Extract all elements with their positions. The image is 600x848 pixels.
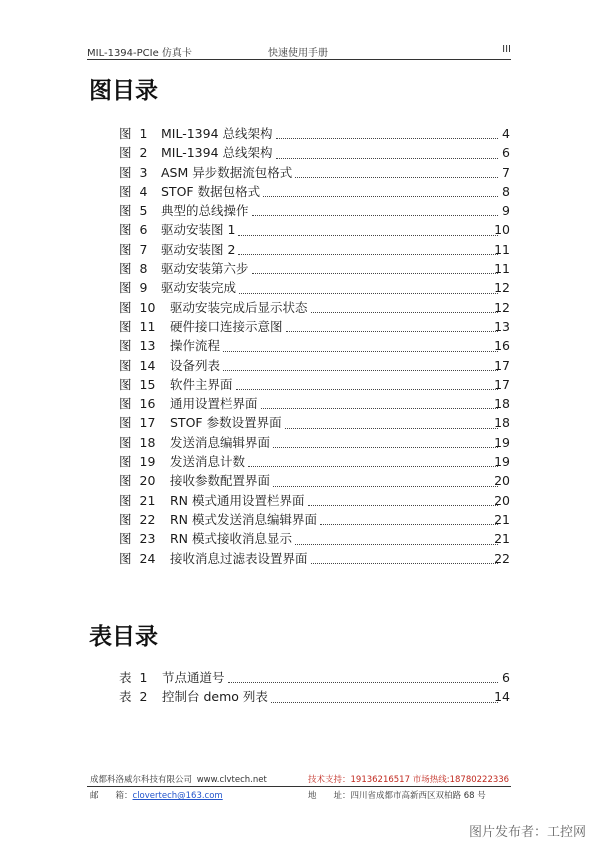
toc-entry-title: MIL-1394 总线架构 (161, 143, 275, 162)
figure-toc-entry[interactable] (119, 163, 510, 182)
toc-dot-leader (271, 687, 498, 706)
toc-entry-page: 11 (494, 261, 510, 277)
figure-toc-entry[interactable] (119, 336, 510, 355)
toc-entry-page: 16 (494, 338, 510, 354)
toc-entry-label (119, 182, 147, 201)
toc-entry-prefix: 图 (119, 415, 132, 431)
toc-entry-title: 通用设置栏界面 (170, 394, 260, 413)
toc-dot-leader (252, 259, 498, 278)
figure-toc-entry[interactable] (119, 471, 510, 490)
toc-entry-label (119, 143, 147, 162)
toc-entry-page: 11 (494, 241, 510, 257)
toc-entry-title: 接收参数配置界面 (170, 471, 272, 490)
table-toc-entry[interactable] (119, 668, 510, 687)
figures-heading: 图目录 (89, 78, 158, 104)
figure-toc-entry[interactable] (119, 452, 510, 471)
toc-entry-label (119, 201, 147, 220)
toc-entry-page: 20 (494, 473, 510, 489)
toc-entry-number: 13 (139, 338, 156, 354)
tables-heading: 表目录 (89, 624, 158, 650)
toc-entry-title: 驱动安装图 2 (161, 240, 237, 259)
header-product: MIL-1394-PCIe 仿真卡 (87, 48, 192, 59)
toc-entry-label (119, 317, 155, 336)
toc-entry-prefix: 图 (119, 511, 132, 527)
figure-toc-entry[interactable] (119, 510, 510, 529)
figure-toc-list (119, 124, 510, 568)
toc-entry-number: 7 (139, 241, 148, 257)
toc-entry-page: 12 (494, 299, 510, 315)
footer-hotline-label: 市场热线: (412, 775, 450, 785)
toc-entry-page: 21 (494, 531, 510, 547)
toc-entry-title: RN 模式接收消息显示 (170, 529, 294, 548)
toc-dot-leader (238, 240, 498, 259)
toc-entry-number: 9 (139, 280, 148, 296)
header-rule (87, 59, 511, 60)
toc-entry-prefix: 图 (119, 241, 132, 257)
toc-entry-number: 1 (139, 670, 148, 685)
toc-dot-leader (248, 452, 498, 471)
toc-entry-page: 10 (494, 222, 510, 238)
toc-dot-leader (276, 143, 498, 162)
figure-toc-entry[interactable] (119, 529, 510, 548)
toc-dot-leader (311, 549, 498, 568)
watermark: 图片发布者：工控网 (468, 825, 586, 840)
figure-toc-entry[interactable] (119, 124, 510, 143)
figure-toc-entry[interactable] (119, 375, 510, 394)
toc-entry-page: 8 (502, 183, 510, 199)
figure-toc-entry[interactable] (119, 240, 510, 259)
toc-entry-prefix: 图 (119, 376, 132, 392)
footer-email-label: 邮 箱： (90, 791, 133, 801)
toc-entry-page: 18 (494, 415, 510, 431)
toc-dot-leader (273, 471, 498, 490)
figure-toc-entry[interactable] (119, 394, 510, 413)
footer-support-phone: 19136216517 (350, 775, 411, 785)
toc-entry-prefix: 图 (119, 222, 132, 238)
table-toc-list (119, 668, 510, 707)
toc-dot-leader (311, 298, 498, 317)
toc-entry-number: 14 (139, 357, 156, 373)
footer-rule (87, 786, 511, 787)
toc-entry-page: 12 (494, 280, 510, 296)
toc-dot-leader (228, 668, 498, 687)
toc-dot-leader (223, 356, 498, 375)
toc-entry-prefix: 图 (119, 434, 132, 450)
toc-entry-title: 发送消息计数 (170, 452, 247, 471)
figure-toc-entry[interactable] (119, 433, 510, 452)
toc-entry-label (119, 433, 155, 452)
toc-entry-page: 6 (502, 145, 510, 161)
toc-entry-title: MIL-1394 总线架构 (161, 124, 275, 143)
toc-entry-title: 软件主界面 (170, 375, 235, 394)
toc-entry-page: 19 (494, 454, 510, 470)
toc-entry-prefix: 图 (119, 183, 132, 199)
toc-dot-leader (273, 433, 498, 452)
table-toc-entry[interactable] (119, 687, 510, 706)
toc-entry-prefix: 表 (119, 670, 132, 685)
toc-entry-page: 17 (494, 376, 510, 392)
toc-entry-title: 发送消息编辑界面 (170, 433, 272, 452)
toc-entry-number: 8 (139, 261, 148, 277)
toc-entry-prefix: 图 (119, 318, 132, 334)
toc-entry-prefix: 图 (119, 531, 132, 547)
toc-entry-label (119, 278, 147, 297)
toc-entry-label (119, 220, 147, 239)
toc-entry-title: 驱动安装完成 (161, 278, 238, 297)
toc-entry-title: 驱动安装第六步 (161, 259, 251, 278)
toc-entry-number: 22 (139, 511, 156, 527)
toc-dot-leader (238, 220, 498, 239)
toc-dot-leader (285, 413, 498, 432)
toc-dot-leader (295, 163, 498, 182)
toc-entry-prefix: 图 (119, 261, 132, 277)
footer-website[interactable]: www.clvtech.net (196, 775, 267, 785)
toc-entry-label (119, 394, 155, 413)
toc-entry-title: 控制台 demo 列表 (162, 687, 270, 706)
toc-entry-prefix: 图 (119, 357, 132, 373)
footer-hotline-phone: 18780222336 (449, 775, 510, 785)
toc-entry-prefix: 图 (119, 145, 132, 161)
toc-entry-label (119, 336, 155, 355)
toc-entry-title: RN 模式发送消息编辑界面 (170, 510, 319, 529)
toc-entry-title: 典型的总线操作 (161, 201, 251, 220)
toc-entry-title: 驱动安装图 1 (161, 220, 237, 239)
toc-entry-label (119, 491, 155, 510)
footer-address-label: 地 址： (308, 791, 351, 801)
toc-entry-number: 2 (139, 145, 148, 161)
toc-dot-leader (308, 491, 498, 510)
figure-toc-entry[interactable] (119, 549, 510, 568)
toc-entry-label (119, 163, 147, 182)
toc-entry-prefix: 图 (119, 338, 132, 354)
figure-toc-entry[interactable] (119, 143, 510, 162)
toc-entry-number: 3 (139, 164, 148, 180)
figure-toc-entry[interactable] (119, 413, 510, 432)
toc-entry-title: STOF 参数设置界面 (170, 413, 284, 432)
toc-entry-page: 19 (494, 434, 510, 450)
figure-toc-entry[interactable] (119, 201, 510, 220)
toc-entry-label (119, 529, 155, 548)
toc-entry-number: 23 (139, 531, 156, 547)
toc-dot-leader (239, 278, 498, 297)
toc-entry-number: 16 (139, 396, 156, 412)
toc-entry-prefix: 图 (119, 454, 132, 470)
footer-email-link[interactable]: clovertech@163.com (132, 791, 223, 801)
toc-entry-label (119, 375, 155, 394)
toc-entry-title: 接收消息过滤表设置界面 (170, 549, 310, 568)
toc-entry-number: 15 (139, 376, 156, 392)
toc-entry-number: 2 (139, 689, 148, 705)
toc-entry-title: 驱动安装完成后显示状态 (170, 298, 310, 317)
footer-support-label: 技术支持： (308, 775, 351, 785)
toc-entry-label (119, 549, 155, 568)
toc-entry-number: 5 (139, 203, 148, 219)
figure-toc-entry[interactable] (119, 278, 510, 297)
toc-entry-page: 18 (494, 396, 510, 412)
toc-entry-label (119, 298, 155, 317)
toc-entry-page: 9 (502, 203, 510, 219)
toc-entry-prefix: 图 (119, 126, 132, 141)
toc-entry-prefix: 图 (119, 492, 132, 508)
toc-entry-prefix: 图 (119, 203, 132, 219)
toc-entry-prefix: 图 (119, 396, 132, 412)
figure-toc-entry[interactable] (119, 356, 510, 375)
toc-entry-label (119, 452, 155, 471)
toc-entry-prefix: 图 (119, 473, 132, 489)
toc-entry-label (119, 259, 147, 278)
toc-entry-label (119, 240, 147, 259)
toc-entry-label (119, 510, 155, 529)
page-header (87, 44, 511, 58)
toc-entry-number: 24 (139, 550, 156, 566)
toc-entry-page: 7 (502, 164, 510, 180)
toc-entry-page: 21 (494, 511, 510, 527)
toc-dot-leader (223, 336, 498, 355)
toc-entry-number: 17 (139, 415, 156, 431)
toc-dot-leader (236, 375, 498, 394)
toc-entry-prefix: 图 (119, 550, 132, 566)
figure-toc-entry[interactable] (119, 182, 510, 201)
toc-entry-label (119, 356, 155, 375)
toc-entry-number: 18 (139, 434, 156, 450)
figure-toc-entry[interactable] (119, 259, 510, 278)
toc-entry-page: 4 (502, 126, 510, 141)
toc-entry-page: 13 (494, 318, 510, 334)
toc-entry-prefix: 表 (119, 689, 132, 705)
toc-entry-number: 6 (139, 222, 148, 238)
toc-entry-page: 20 (494, 492, 510, 508)
toc-entry-title: STOF 数据包格式 (161, 182, 262, 201)
toc-dot-leader (276, 124, 498, 143)
toc-entry-prefix: 图 (119, 280, 132, 296)
toc-entry-label (119, 687, 147, 706)
toc-entry-page: 17 (494, 357, 510, 373)
toc-dot-leader (252, 201, 498, 220)
toc-dot-leader (320, 510, 498, 529)
toc-entry-title: 操作流程 (170, 336, 222, 355)
toc-entry-number: 10 (139, 299, 156, 315)
footer-address: 四川省成都市高新西区双柏路 68 号 (350, 791, 486, 801)
toc-entry-page: 6 (502, 670, 510, 685)
toc-entry-number: 4 (139, 183, 148, 199)
toc-dot-leader (286, 317, 498, 336)
toc-dot-leader (263, 182, 498, 201)
toc-entry-number: 20 (139, 473, 156, 489)
toc-entry-title: 节点通道号 (162, 668, 227, 687)
header-page-number: III (502, 44, 511, 55)
toc-entry-prefix: 图 (119, 164, 132, 180)
header-doc-title: 快速使用手册 (268, 48, 328, 59)
toc-entry-title: RN 模式通用设置栏界面 (170, 491, 307, 510)
toc-entry-title: ASM 异步数据流包格式 (161, 163, 294, 182)
toc-entry-number: 19 (139, 454, 156, 470)
toc-entry-title: 设备列表 (170, 356, 222, 375)
toc-entry-prefix: 图 (119, 299, 132, 315)
toc-entry-page: 22 (494, 550, 510, 566)
figure-toc-entry[interactable] (119, 220, 510, 239)
toc-entry-title: 硬件接口连接示意图 (170, 317, 285, 336)
toc-entry-number: 1 (139, 126, 148, 141)
toc-entry-label (119, 413, 155, 432)
toc-entry-page: 14 (494, 689, 510, 705)
toc-entry-label (119, 124, 147, 143)
toc-entry-number: 11 (139, 318, 156, 334)
toc-entry-label (119, 668, 147, 687)
figure-toc-entry[interactable] (119, 317, 510, 336)
footer-company: 成都科洛威尔科技有限公司 (90, 775, 193, 785)
toc-entry-number: 21 (139, 492, 156, 508)
figure-toc-entry[interactable] (119, 491, 510, 510)
figure-toc-entry[interactable] (119, 298, 510, 317)
toc-entry-label (119, 471, 155, 490)
toc-dot-leader (295, 529, 498, 548)
toc-dot-leader (261, 394, 498, 413)
